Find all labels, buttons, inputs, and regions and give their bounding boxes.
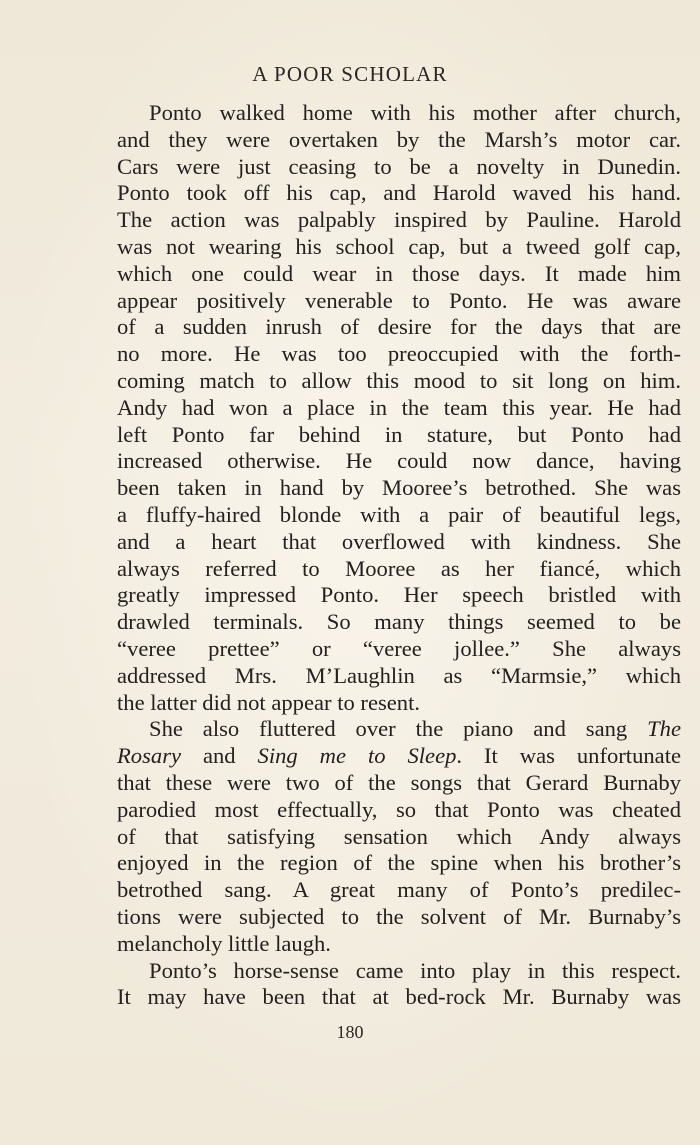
italic-title: Sing me to Sleep [257, 743, 457, 769]
text-line: left Ponto far behind in stature, but Ponto had [117, 421, 681, 447]
text-line: Ponto’s horse-sense came into play in this respect. [149, 957, 681, 983]
text-line: enjoyed in the region of the spine when his brother’s [117, 850, 681, 876]
text-line: drawled terminals. So many things seemed to be [117, 609, 681, 635]
text-line: addressed Mrs. M’Laughlin as “Marmsie,” which [117, 662, 681, 688]
text-line: that these were two of the songs that Gerard Burnaby [117, 769, 681, 795]
paragraph [117, 100, 681, 716]
text-line: Andy had won a place in the team this year. He had [117, 394, 681, 420]
running-head: A POOR SCHOLAR [252, 62, 448, 86]
text-line: Ponto walked home with his mother after church, [149, 100, 681, 125]
text-line: no more. He was too preoccupied with the forth- [117, 341, 681, 367]
text-line: Ponto took off his cap, and Harold waved his hand. [117, 180, 681, 206]
text-line: was not wearing his school cap, but a tweed golf cap, [117, 233, 681, 259]
text-line: She also fluttered over the piano and sang The [149, 716, 681, 742]
text-line: betrothed sang. A great many of Ponto’s predilec- [117, 877, 681, 903]
text-line: Rosary and Sing me to Sleep. It was unfortunate [117, 743, 681, 769]
italic-title: Rosary [117, 743, 182, 769]
text-line: Cars were just ceasing to be a novelty in Dunedin. [117, 153, 681, 179]
text-line: which one could wear in those days. It made him [117, 260, 681, 286]
text-line: tions were subjected to the solvent of Mr. Burnaby’s [117, 903, 681, 929]
text-line: a fluffy-haired blonde with a pair of beautiful legs, [117, 501, 681, 527]
paragraph [117, 716, 681, 957]
text-line: of that satisfying sensation which Andy always [117, 823, 681, 849]
text-line: and they were overtaken by the Marsh’s motor car. [117, 126, 681, 152]
text-line: increased otherwise. He could now dance, having [117, 448, 681, 474]
text-line: of a sudden inrush of desire for the days that are [117, 314, 681, 340]
text-line: coming match to allow this mood to sit long on him. [117, 367, 681, 393]
text-line: greatly impressed Ponto. Her speech bristled with [117, 582, 681, 608]
paragraph [117, 958, 681, 1012]
text-line: the latter did not appear to resent. [117, 689, 421, 715]
body-text [117, 100, 681, 1011]
text-line: and a heart that overflowed with kindness. She [117, 528, 681, 554]
text-line: It may have been that at bed-rock Mr. Burnaby was [117, 984, 681, 1010]
text-line: been taken in hand by Mooree’s betrothed. She was [117, 475, 681, 501]
italic-title: The [647, 716, 681, 742]
text-line: The action was palpably inspired by Pauline. Harold [117, 207, 681, 233]
text-line: always referred to Mooree as her fiancé, which [117, 555, 681, 581]
text-line: parodied most effectually, so that Ponto was cheated [117, 796, 681, 822]
page-number: 180 [336, 1022, 364, 1042]
text-line: appear positively venerable to Ponto. He was aware [117, 287, 681, 313]
text-line: “veree prettee” or “veree jollee.” She always [117, 635, 681, 661]
text-line: melancholy little laugh. [117, 930, 331, 956]
